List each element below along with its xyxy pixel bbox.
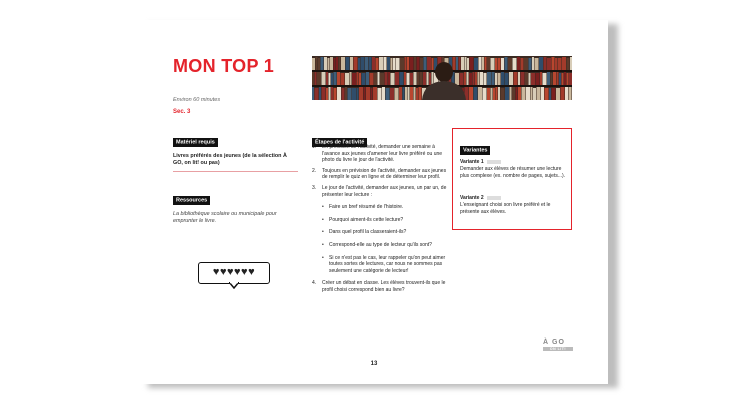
- book-spine: [522, 87, 526, 100]
- book-spine: [540, 72, 542, 85]
- book-spine: [532, 57, 534, 70]
- speech-bubble-icon: [229, 282, 239, 289]
- tag-placeholder: [487, 160, 501, 164]
- book-spine: [414, 87, 416, 100]
- book-spine: [364, 87, 366, 100]
- book-spine: [391, 73, 395, 86]
- heart-icon: ♥♥♥♥♥♥: [212, 266, 256, 278]
- book-spine: [464, 72, 466, 85]
- book-spine: [427, 72, 429, 85]
- book-spine: [547, 58, 551, 71]
- bullet-item: • Faire un bref résumé de l'histoire.: [322, 204, 452, 211]
- book-spine: [501, 58, 504, 71]
- book-spine: [509, 72, 513, 85]
- book-spine: [516, 87, 518, 100]
- ressources-label: Ressources: [173, 196, 210, 205]
- book-spine: [529, 73, 531, 86]
- book-spine: [487, 72, 491, 85]
- book-spine: [460, 73, 464, 86]
- book-spine: [427, 57, 431, 70]
- book-spine: [483, 88, 487, 100]
- book-spine: [417, 72, 419, 85]
- book-spine: [432, 72, 434, 85]
- book-spine: [329, 87, 331, 100]
- book-spine: [531, 73, 535, 86]
- etapes-label: Étapes de l'activité: [312, 138, 367, 147]
- book-spine: [505, 87, 509, 100]
- book-spine: [535, 58, 539, 71]
- book-spine: [537, 87, 541, 100]
- bullet-item: • Pourquoi aiment-ils cette lecture?: [322, 217, 452, 224]
- book-spine: [366, 72, 369, 85]
- step-item: 1. En prévision de l'activité, demander une semaine à l'avance aux jeunes d'amener leur livre préféré ou une photo du livre le jour de l'activité.: [312, 144, 443, 164]
- book-spine: [478, 87, 482, 100]
- book-spine: [404, 72, 406, 85]
- book-spine: [552, 57, 555, 70]
- materiel-text: Livres préférés des jeunes (de la sélection À GO, on lit! ou pas): [173, 153, 287, 167]
- book-spine: [551, 73, 553, 86]
- book-spine: [417, 57, 420, 70]
- book-spine: [382, 87, 385, 100]
- book-spine: [334, 88, 337, 100]
- book-spine: [366, 87, 370, 100]
- book-spine: [508, 58, 512, 71]
- book-spine: [405, 57, 407, 70]
- book-spine: [329, 73, 331, 86]
- book-spine: [501, 72, 504, 85]
- tag-placeholder: [487, 196, 501, 200]
- document-page: [140, 20, 608, 384]
- materiel-block: [173, 130, 298, 167]
- book-spine: [390, 88, 394, 100]
- book-spine: [491, 88, 493, 100]
- book-spine: [372, 57, 375, 70]
- book-spine: [487, 88, 490, 100]
- book-spine: [553, 72, 556, 85]
- book-spine: [552, 88, 556, 100]
- book-spine: [496, 87, 498, 100]
- book-spine: [562, 57, 566, 70]
- book-spine: [518, 72, 520, 85]
- book-spine: [365, 57, 368, 70]
- book-spine: [517, 57, 520, 70]
- book-spine: [312, 58, 315, 71]
- ressources-block: [173, 188, 298, 225]
- book-spine: [513, 58, 517, 71]
- book-spine: [485, 57, 487, 70]
- book-spine: [410, 87, 413, 100]
- duration-text: Environ 60 minutes: [173, 97, 221, 103]
- book-spine: [348, 88, 352, 100]
- page-number: 13: [370, 361, 378, 367]
- book-spine: [385, 72, 388, 85]
- book-spine: [420, 58, 423, 71]
- book-spine: [549, 88, 551, 100]
- book-spine: [331, 87, 333, 100]
- book-spine: [467, 58, 469, 71]
- book-spine: [493, 88, 495, 100]
- page-title: MON TOP 1: [173, 56, 275, 76]
- book-spine: [475, 72, 477, 85]
- book-spine: [474, 58, 478, 71]
- book-spine: [352, 73, 356, 86]
- book-spine: [495, 58, 497, 71]
- variantes-box: [452, 128, 572, 230]
- step-item: 3. Le jour de l'activité, demander aux jeunes, un par un, de présenter leur lecture : • Faire un bref résumé de l'histoire. • Pourquoi aiment-ils cette lecture? • Dans quel profil la classeraient-ils? • Correspond-elle au type de lecteur qu'ils sont? • Si ce n'est pas le cas, leur rappeler qu'on peut aimer toutes sortes de lectures, car nous ne sommes pas seulement une catégorie de lecteur!: [322, 185, 452, 274]
- book-spine: [479, 57, 482, 70]
- book-spine: [521, 58, 524, 71]
- book-spine: [544, 57, 547, 70]
- variante-1: Variante 1 Demander aux élèves de résumer une lecture plus complexe (ex. nombre de pages, sujets...).: [460, 159, 566, 179]
- book-spine: [561, 87, 565, 100]
- book-spine: [525, 72, 528, 85]
- book-spine: [362, 73, 366, 86]
- book-spine: [414, 57, 416, 70]
- book-spine: [569, 87, 572, 100]
- book-spine: [408, 87, 410, 100]
- book-spine: [567, 58, 570, 71]
- book-spine: [350, 72, 352, 85]
- book-spine: [337, 87, 341, 100]
- book-spine: [469, 87, 473, 100]
- book-spine: [388, 72, 390, 85]
- section-label: Sec. 3: [173, 109, 191, 115]
- book-spine: [510, 87, 512, 100]
- book-spine: [407, 57, 409, 70]
- book-spine: [469, 73, 472, 86]
- book-spine: [405, 87, 407, 100]
- book-spine: [487, 57, 490, 70]
- bookshelf-photo: [312, 56, 572, 100]
- book-spine: [526, 87, 530, 100]
- book-spine: [570, 57, 572, 70]
- book-spine: [378, 88, 382, 100]
- book-spine: [336, 57, 338, 70]
- book-spine: [359, 87, 363, 100]
- book-spine: [316, 57, 318, 70]
- book-spine: [400, 58, 404, 71]
- variantes-label: Variantes: [460, 146, 490, 155]
- book-spine: [414, 72, 417, 85]
- book-spine: [326, 72, 328, 85]
- bookshelf-illustration: [312, 56, 572, 100]
- hearts-bubble: [198, 262, 270, 284]
- book-spine: [474, 87, 478, 100]
- book-spine: [315, 88, 319, 100]
- bullet-item: • Dans quel profil la classeraient-ils?: [322, 229, 452, 236]
- ressources-text: La bibliothèque scolaire ou municipale pour emprunter le livre.: [173, 211, 277, 225]
- book-spine: [346, 57, 350, 70]
- book-spine: [456, 57, 458, 70]
- step-item: 4. Créer un débat en classe. Les élèves trouvent-ils que le profil choisi correspond bien au livre?: [312, 280, 446, 293]
- step-item: 2. Toujours en prévision de l'activité, demander aux jeunes de remplir le quiz en ligne et de déterminer leur profil.: [312, 167, 447, 181]
- book-spine: [378, 72, 380, 85]
- book-spine: [361, 57, 365, 70]
- book-spine: [317, 72, 321, 85]
- divider: [173, 171, 298, 172]
- book-spine: [358, 58, 360, 71]
- materiel-label: Matériel requis: [173, 138, 218, 147]
- book-spine: [536, 73, 540, 86]
- book-spine: [330, 57, 333, 70]
- book-spine: [429, 73, 431, 86]
- book-spine: [410, 57, 414, 70]
- book-spine: [399, 87, 402, 100]
- book-spine: [370, 73, 374, 86]
- bullet-item: • Correspond-elle au type de lecteur qu'ils sont?: [322, 242, 452, 249]
- book-spine: [558, 58, 562, 71]
- book-spine: [545, 88, 549, 100]
- book-spine: [369, 57, 372, 70]
- book-spine: [539, 57, 543, 70]
- book-spine: [315, 72, 317, 85]
- variante-2: Variante 2 L'enseignant choisi son livre préféré et le présente aux élèves.: [460, 195, 551, 215]
- book-spine: [465, 57, 467, 70]
- book-spine: [459, 57, 461, 70]
- book-spine: [376, 58, 379, 71]
- book-spine: [341, 73, 345, 86]
- book-spine: [533, 88, 536, 100]
- book-spine: [518, 87, 521, 100]
- book-spine: [505, 73, 509, 86]
- book-spine: [357, 72, 359, 85]
- book-spine: [324, 57, 327, 70]
- book-spine: [521, 72, 525, 85]
- book-spine: [467, 72, 469, 85]
- book-spine: [393, 58, 395, 71]
- book-spine: [373, 87, 377, 100]
- book-spine: [374, 73, 377, 86]
- book-spine: [371, 88, 373, 100]
- book-spine: [350, 57, 353, 70]
- book-spine: [354, 57, 358, 70]
- book-spine: [559, 73, 561, 86]
- book-spine: [345, 87, 347, 100]
- book-spine: [395, 72, 399, 85]
- book-spine: [567, 73, 569, 86]
- bullet-item: • Si ce n'est pas le cas, leur rappeler qu'on peut aimer toutes sortes de lectures, car nous ne sommes pas seulement une catégorie de lecteur!: [322, 255, 452, 275]
- book-spine: [501, 88, 505, 100]
- book-spine: [322, 72, 326, 85]
- book-spine: [498, 73, 501, 86]
- book-spine: [420, 72, 423, 85]
- book-spine: [478, 72, 480, 85]
- book-spine: [424, 57, 427, 70]
- book-spine: [321, 57, 324, 70]
- book-spine: [482, 57, 484, 70]
- book-spine: [505, 57, 508, 70]
- book-spine: [470, 57, 474, 70]
- book-spine: [512, 87, 515, 100]
- book-spine: [419, 87, 422, 100]
- book-spine: [345, 73, 349, 86]
- book-spine: [514, 72, 518, 85]
- book-spine: [543, 73, 547, 86]
- book-spine: [556, 88, 560, 100]
- book-spine: [541, 87, 544, 100]
- book-spine: [359, 73, 361, 86]
- book-spine: [341, 57, 345, 70]
- book-spine: [498, 87, 500, 100]
- book-spine: [498, 58, 501, 71]
- book-spine: [334, 72, 337, 85]
- book-spine: [403, 87, 405, 100]
- book-spine: [410, 73, 413, 86]
- book-spine: [400, 72, 404, 85]
- book-spine: [391, 58, 393, 71]
- book-spine: [432, 58, 434, 71]
- book-spine: [396, 58, 400, 71]
- book-spine: [387, 57, 390, 70]
- book-spine: [395, 88, 399, 100]
- book-spine: [555, 58, 557, 71]
- book-spine: [326, 88, 328, 100]
- book-spine: [480, 72, 483, 85]
- book-spine: [557, 72, 559, 85]
- book-spine: [495, 73, 497, 86]
- book-spine: [416, 88, 418, 100]
- book-spine: [569, 73, 572, 86]
- book-spine: [312, 72, 314, 85]
- book-spine: [334, 58, 336, 71]
- book-spine: [565, 87, 568, 100]
- book-spine: [524, 58, 528, 71]
- book-spine: [547, 72, 550, 85]
- book-spine: [322, 87, 326, 100]
- book-spine: [318, 58, 320, 71]
- book-spine: [312, 87, 314, 100]
- book-spine: [337, 72, 340, 85]
- book-spine: [564, 72, 566, 85]
- book-spine: [342, 88, 345, 100]
- book-spine: [352, 88, 356, 100]
- book-spine: [491, 58, 495, 71]
- book-spine: [384, 57, 387, 70]
- book-spine: [380, 73, 384, 86]
- book-spine: [328, 58, 330, 71]
- book-spine: [562, 73, 564, 86]
- book-spine: [531, 87, 533, 100]
- book-spine: [319, 87, 321, 100]
- ago-logo: À GO ON LIT!: [543, 339, 573, 351]
- steps-list: [312, 144, 452, 298]
- book-spine: [407, 73, 410, 86]
- book-spine: [484, 73, 487, 86]
- book-spine: [453, 57, 456, 70]
- book-spine: [339, 57, 341, 70]
- book-spine: [473, 72, 475, 85]
- book-spine: [492, 72, 495, 85]
- book-spine: [423, 72, 426, 85]
- book-spine: [386, 88, 390, 100]
- book-spine: [379, 57, 383, 70]
- book-spine: [461, 57, 464, 70]
- book-spine: [357, 88, 359, 100]
- book-spine: [529, 58, 532, 71]
- book-spine: [331, 73, 333, 86]
